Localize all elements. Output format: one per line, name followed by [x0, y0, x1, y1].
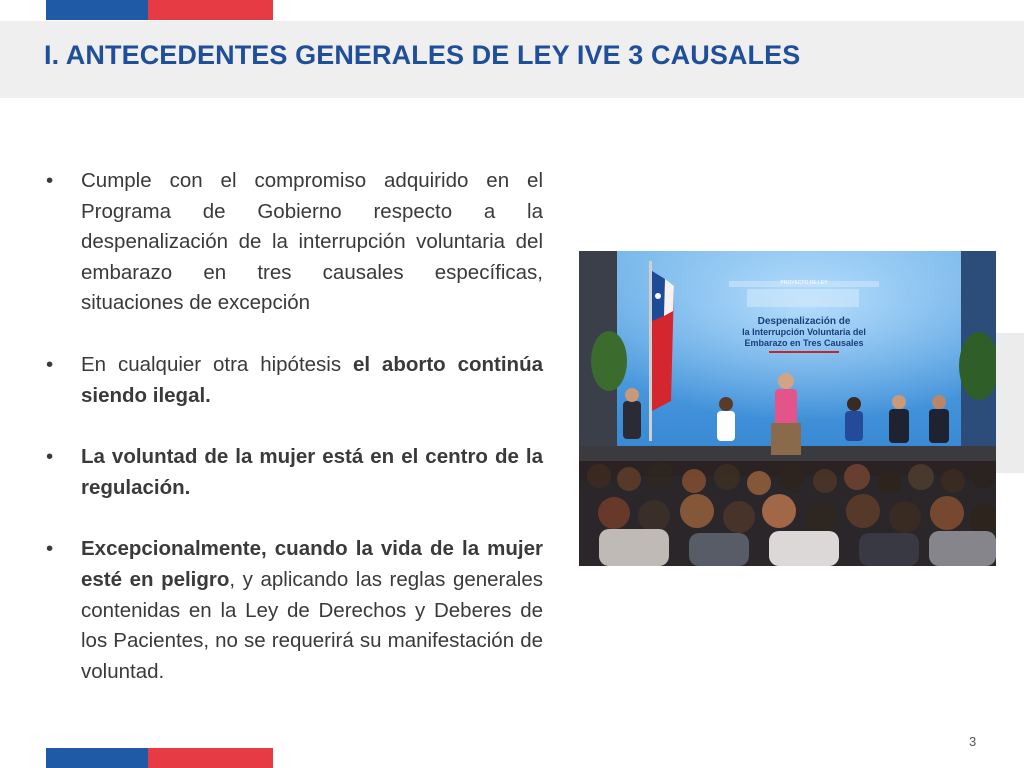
- bullet-dot-icon: •: [46, 169, 54, 192]
- bullet-text: , y aplicando las reglas generales contenidas en la Ley de Derechos y Deberes de los Pacientes, no se requerirá su manifestación de voluntad.: [81, 567, 543, 683]
- flag-blue-segment: [46, 0, 148, 20]
- flag-blue-segment: [46, 748, 148, 768]
- slide-number: 3: [969, 734, 977, 749]
- bullet-text: En cualquier otra hipótesis: [81, 352, 353, 376]
- bullet-item: [46, 442, 543, 503]
- flag-bar-top: [46, 0, 273, 20]
- bullet-text: Cumple con el compromiso adquirido en el Programa de Gobierno respecto a la despenalización de la interrupción voluntaria del embarazo en tres causales específicas, situaciones de excepción: [81, 169, 543, 315]
- bullet-dot-icon: •: [46, 537, 54, 561]
- bullet-list: [46, 166, 543, 718]
- banner-line2: la Interrupción Voluntaria del: [742, 327, 866, 337]
- flag-red-segment: [148, 748, 273, 768]
- bullet-dot-icon: •: [46, 352, 54, 376]
- bullet-dot-icon: •: [46, 445, 54, 469]
- bullet-item: [46, 534, 543, 687]
- event-photo: [579, 251, 996, 566]
- flag-red-segment: [148, 0, 273, 20]
- bullet-bold-text: Excepcionalmente, cuando la vida de la mujer esté en peligro: [81, 537, 543, 591]
- bullet-item: [46, 166, 543, 319]
- bullet-bold-text: La voluntad de la mujer está en el centro de la regulación.: [81, 445, 543, 499]
- flag-bar-bottom: [46, 748, 273, 768]
- bullet-item: [46, 350, 543, 411]
- banner-line3: Embarazo en Tres Causales: [744, 338, 864, 348]
- banner-line1: Despenalización de: [757, 316, 851, 327]
- slide-title: I. ANTECEDENTES GENERALES DE LEY IVE 3 CAUSALES: [44, 40, 801, 70]
- banner-small-text: PROYECTO DE LEY: [780, 280, 828, 286]
- bullet-bold-text: el aborto continúa siendo ilegal.: [81, 352, 543, 407]
